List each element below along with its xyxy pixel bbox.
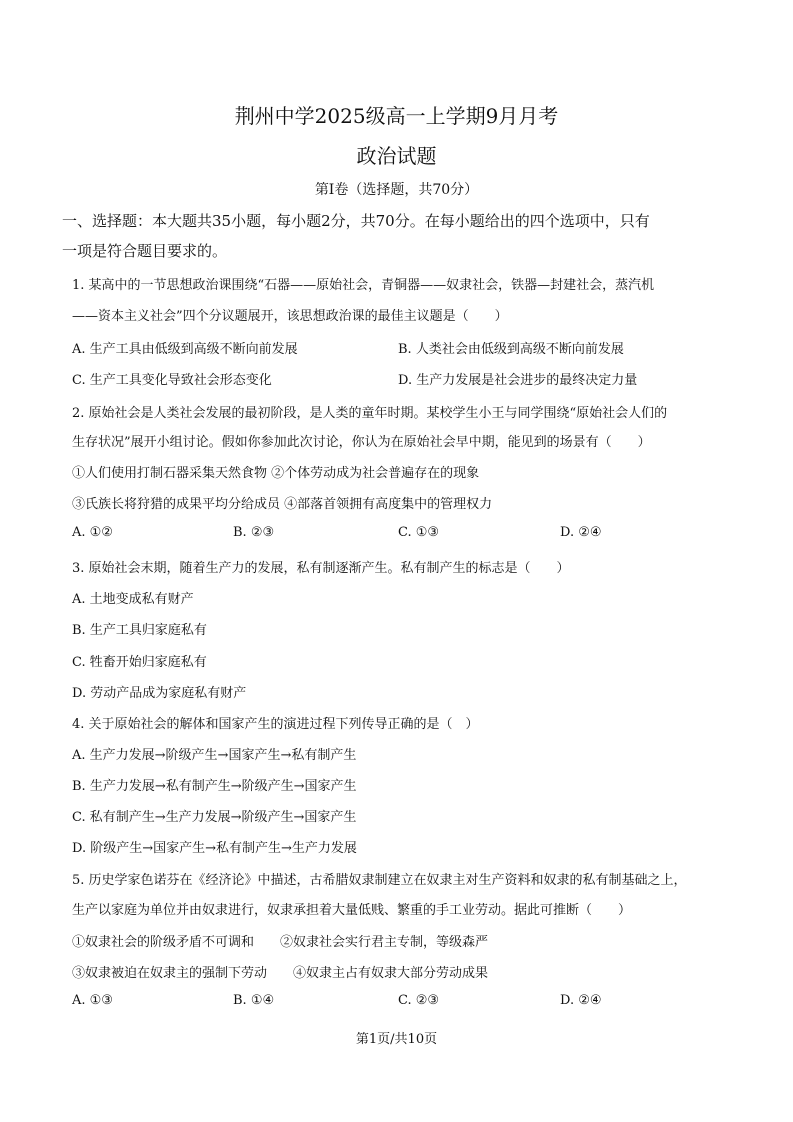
q2-statements-line-1: ①人们使用打制石器采集天然食物 ②个体劳动成为社会普遍存在的现象: [72, 466, 480, 481]
q1-option-a: A. 生产工具由低级到高级不断向前发展: [72, 342, 298, 357]
q2-statements-line-2: ③氏族长将狩猎的成果平均分给成员 ④部落首领拥有高度集中的管理权力: [72, 497, 493, 512]
q1-option-c: C. 生产工具变化导致社会形态变化: [72, 373, 272, 388]
q5-stem-line-1: 5. 历史学家色诺芬在《经济论》中描述，古希腊奴隶制建立在奴隶主对生产资料和奴隶的私有制基础之上，: [72, 873, 687, 888]
q3-option-a: A. 土地变成私有财产: [72, 592, 194, 607]
q5-stem-line-2: 生产以家庭为单位并由奴隶进行，奴隶承担着大量低贱、繁重的手工业劳动。据此可推断（ ）: [72, 903, 632, 918]
q5-option-b: B. ①④: [233, 993, 275, 1008]
volume-title: 第Ⅰ卷（选择题，共70分）: [314, 182, 479, 198]
q2-option-a: A. ①②: [72, 525, 113, 540]
q3-option-d: D. 劳动产品成为家庭私有财产: [72, 686, 247, 701]
subject-title: 政治试题: [356, 144, 437, 168]
q1-stem-line-1: 1. 某高中的一节思想政治课围绕“石器——原始社会，青铜器——奴隶社会，铁器—封建社会，蒸汽机: [72, 278, 655, 293]
q5-statements-line-2: ③奴隶被迫在奴隶主的强制下劳动 ④奴隶主占有奴隶大部分劳动成果: [72, 966, 489, 981]
q5-option-d: D. ②④: [560, 993, 602, 1008]
q2-stem-line-1: 2. 原始社会是人类社会发展的最初阶段，是人类的童年时期。某校学生小王与同学围绕“原始社会人们的: [72, 406, 668, 421]
q3-option-c: C. 牲畜开始归家庭私有: [72, 655, 207, 670]
q1-option-b: B. 人类社会由低级到高级不断向前发展: [398, 342, 624, 357]
page-number: 第1页/共10页: [355, 1032, 438, 1047]
exam-title: 荆州中学2025级高一上学期9月月考: [234, 104, 559, 128]
instructions-line-1: 一、选择题：本大题共35小题，每小题2分，共70分。在每小题给出的四个选项中，只有: [62, 212, 650, 230]
instructions-line-2: 一项是符合题目要求的。: [62, 242, 228, 260]
q3-option-b: B. 生产工具归家庭私有: [72, 623, 207, 638]
q3-stem: 3. 原始社会末期，随着生产力的发展，私有制逐渐产生。私有制产生的标志是（ ）: [72, 561, 570, 576]
q1-option-d: D. 生产力发展是社会进步的最终决定力量: [398, 373, 638, 388]
q5-statements-line-1: ①奴隶社会的阶级矛盾不可调和 ②奴隶社会实行君主专制，等级森严: [72, 935, 489, 950]
q2-option-c: C. ①③: [398, 525, 440, 540]
q1-stem-line-2: ——资本主义社会”四个分议题展开，该思想政治课的最佳主议题是（ ）: [72, 309, 508, 324]
q5-option-a: A. ①③: [72, 993, 113, 1008]
q2-stem-line-2: 生存状况”展开小组讨论。假如你参加此次讨论，你认为在原始社会早中期，能见到的场景有（ ）: [72, 435, 651, 450]
q4-option-a: A. 生产力发展→阶级产生→国家产生→私有制产生: [72, 748, 357, 763]
q2-option-d: D. ②④: [560, 525, 602, 540]
q4-option-d: D. 阶级产生→国家产生→私有制产生→生产力发展: [72, 841, 357, 856]
q4-option-b: B. 生产力发展→私有制产生→阶级产生→国家产生: [72, 779, 357, 794]
q5-option-c: C. ②③: [398, 993, 440, 1008]
q2-option-b: B. ②③: [233, 525, 275, 540]
q4-option-c: C. 私有制产生→生产力发展→阶级产生→国家产生: [72, 810, 357, 825]
q4-stem: 4. 关于原始社会的解体和国家产生的演进过程下列传导正确的是（ ）: [72, 717, 479, 732]
